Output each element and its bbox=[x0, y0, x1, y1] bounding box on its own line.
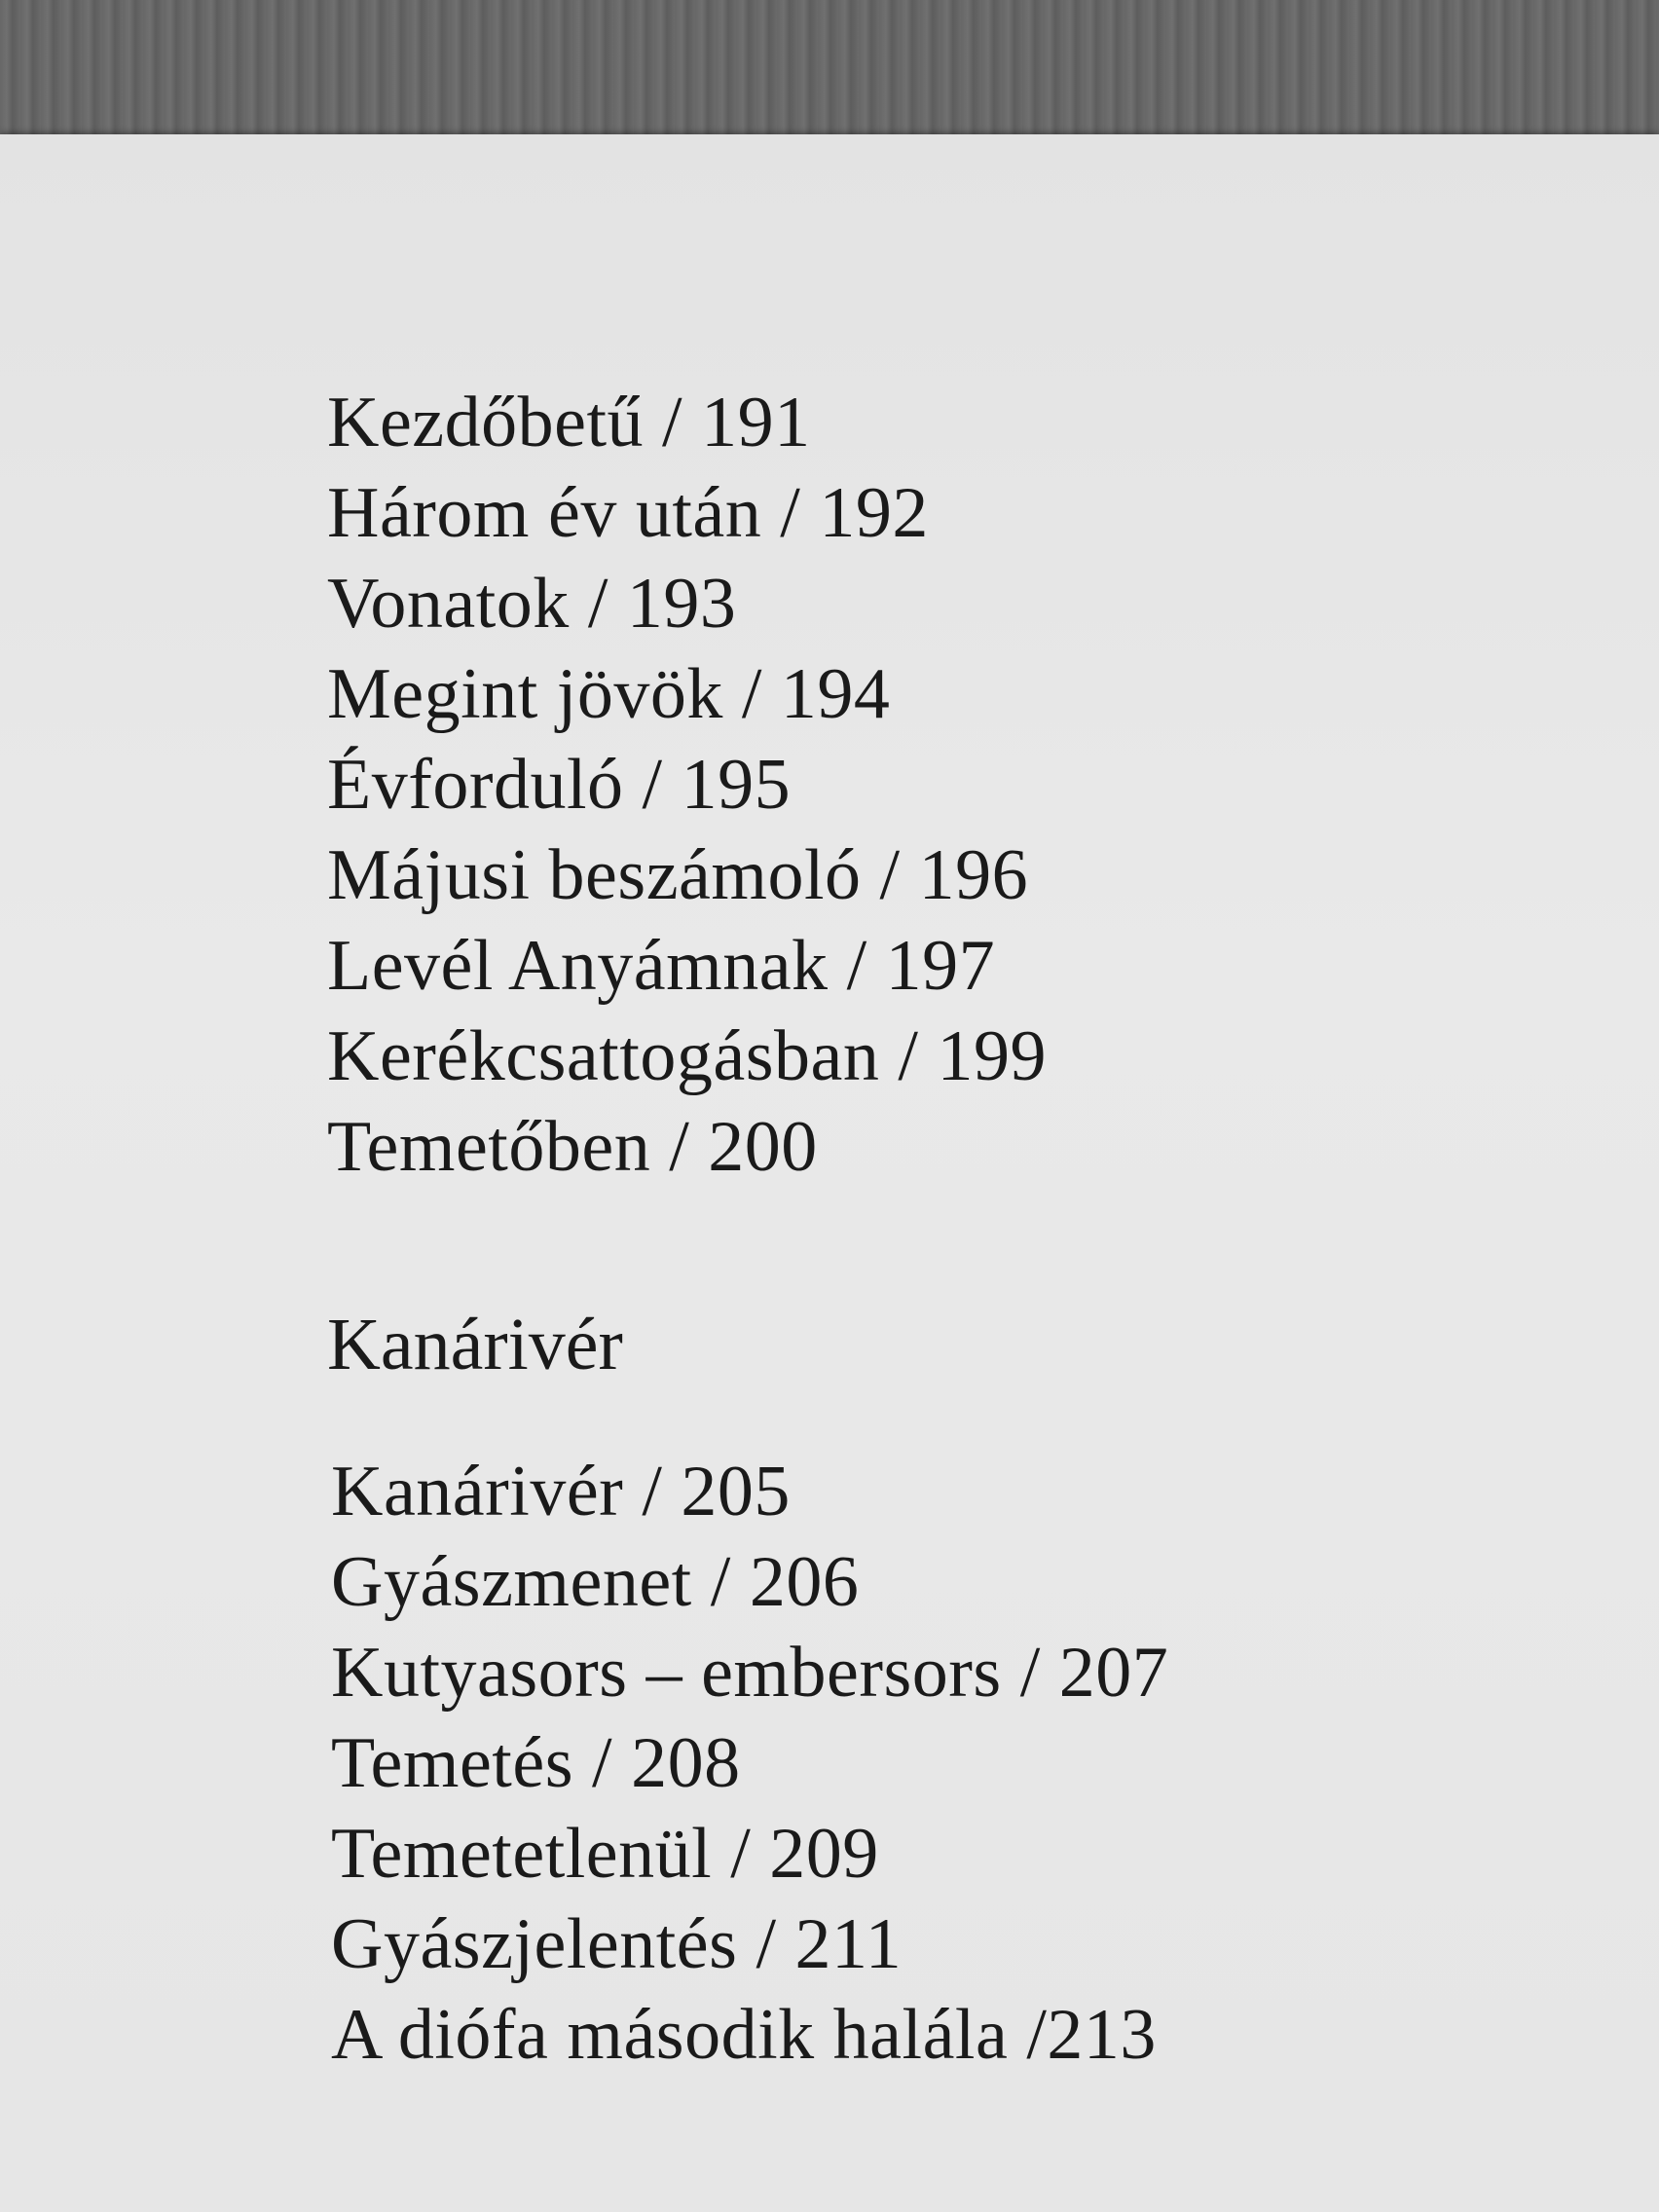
toc-entry: Májusi beszámoló / 196 bbox=[327, 835, 1029, 915]
toc-entry: A diófa második halála /213 bbox=[331, 1995, 1157, 2075]
toc-group-2 bbox=[327, 1447, 1398, 2081]
toc-entry: Temetőben / 200 bbox=[327, 1107, 818, 1187]
toc-entry: Gyászjelentés / 211 bbox=[331, 1904, 903, 1984]
toc-entry: Kutyasors – embersors / 207 bbox=[331, 1633, 1169, 1713]
toc-entry: Levél Anyámnak / 197 bbox=[327, 926, 996, 1006]
toc-entry: Kanárivér / 205 bbox=[331, 1452, 791, 1531]
toc-entry: Megint jövök / 194 bbox=[327, 654, 891, 734]
toc-entry: Kezdőbetű / 191 bbox=[327, 383, 811, 462]
toc-entry: Kerékcsattogásban / 199 bbox=[327, 1016, 1047, 1096]
section-title: Kanárivér bbox=[327, 1304, 623, 1385]
toc-entry: Három év után / 192 bbox=[327, 473, 929, 553]
toc-entry: Gyászmenet / 206 bbox=[331, 1542, 860, 1622]
toc-group-1 bbox=[327, 378, 1398, 1193]
toc-entry: Vonatok / 193 bbox=[327, 564, 737, 644]
background-surface bbox=[0, 0, 1659, 146]
toc-entry: Temetetlenül / 209 bbox=[331, 1814, 879, 1894]
table-of-contents bbox=[327, 378, 1398, 2081]
toc-entry: Temetés / 208 bbox=[331, 1723, 741, 1803]
book-page bbox=[0, 134, 1659, 2212]
toc-entry: Évforduló / 195 bbox=[327, 745, 792, 825]
